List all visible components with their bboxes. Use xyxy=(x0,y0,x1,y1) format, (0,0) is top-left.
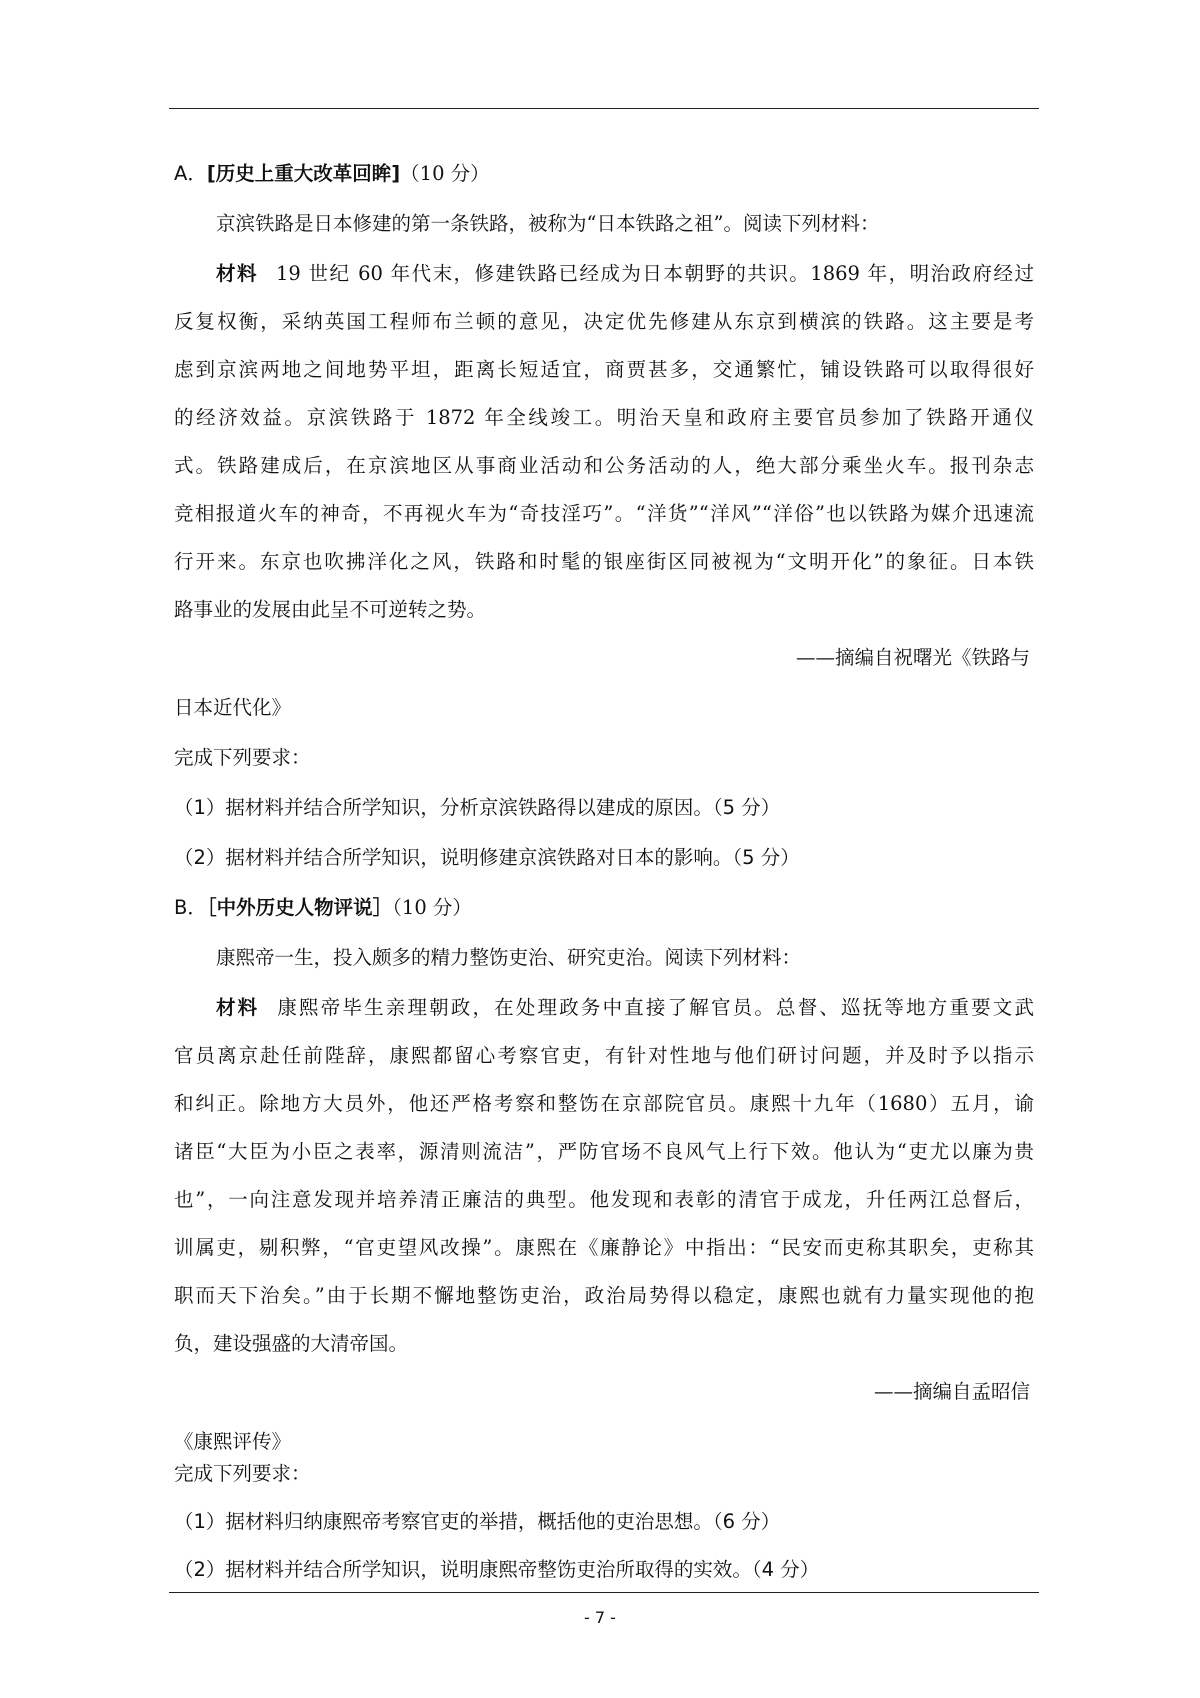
section-b-material-line: 也”，一向注意发现并培养清正廉洁的典型。他发现和表彰的清官于成龙，升任两江总督后， xyxy=(174,1188,1034,1211)
section-a-material-line: 虑到京滨两地之间地势平坦，距离长短适宜，商贾甚多，交通繁忙，铺设铁路可以取得很好 xyxy=(174,358,1034,381)
section-a-heading xyxy=(174,160,490,188)
section-b-material-line: 负，建设强盛的大清帝国。 xyxy=(174,1332,409,1355)
section-a-source: ——摘编自祝曙光《铁路与 xyxy=(795,646,1030,669)
section-a-title: [历史上重大改革回眸] xyxy=(206,162,401,185)
section-a-label: A． xyxy=(174,162,207,185)
section-b-heading xyxy=(174,894,472,922)
section-b-intro: 康熙帝一生，投入颇多的精力整饬吏治、研究吏治。阅读下列材料： xyxy=(216,946,802,969)
section-a-material-text: 19 世纪 60 年代末，修建铁路已经成为日本朝野的共识。1869 年，明治政府经过 xyxy=(275,262,1034,285)
section-b-material-line: 诸臣“大臣为小臣之表率，源清则流洁”，严防官场不良风气上行下效。他认为“吏尤以廉为贵 xyxy=(174,1140,1034,1163)
footer-rule xyxy=(169,1592,1039,1593)
section-b-source: ——摘编自孟昭信 xyxy=(873,1380,1030,1403)
section-b-question-2: （2）据材料并结合所学知识，说明康熙帝整饬吏治所取得的实效。（4 分） xyxy=(174,1558,820,1581)
section-a-source-continued: 日本近代化》 xyxy=(174,696,292,719)
section-a-question-1: （1）据材料并结合所学知识，分析京滨铁路得以建成的原因。（5 分） xyxy=(174,796,781,819)
section-b-material-text: 康熙帝毕生亲理朝政，在处理政务中直接了解官员。总督、巡抚等地方重要文武 xyxy=(277,996,1034,1019)
section-b-material-line xyxy=(216,994,1034,1022)
section-a-material-line xyxy=(216,260,1034,288)
page-number: - 7 - xyxy=(584,1608,616,1627)
section-a-requirements-heading: 完成下列要求： xyxy=(174,746,311,769)
section-b-score: （10 分） xyxy=(392,896,472,919)
section-a-question-2: （2）据材料并结合所学知识，说明修建京滨铁路对日本的影响。（5 分） xyxy=(174,846,800,869)
section-a-material-line: 式。铁路建成后，在京滨地区从事商业活动和公务活动的人，绝大部分乘坐火车。报刊杂志 xyxy=(174,454,1034,477)
section-b-material-line: 职而天下治矣。”由于长期不懈地整饬吏治，政治局势得以稳定，康熙也就有力量实现他的抱 xyxy=(174,1284,1034,1307)
section-a-material-line: 的经济效益。京滨铁路于 1872 年全线竣工。明治天皇和政府主要官员参加了铁路开通仪 xyxy=(174,406,1034,429)
section-b-material-label: 材料 xyxy=(216,996,260,1019)
section-a-material-line: 行开来。东京也吹拂洋化之风，铁路和时髦的银座街区同被视为“文明开化”的象征。日本铁 xyxy=(174,550,1034,573)
section-b-label: B． xyxy=(174,896,207,919)
section-b-material-line: 训属吏，剔积弊，“官吏望风改操”。康熙在《廉静论》中指出：“民安而吏称其职矣，吏称其 xyxy=(174,1236,1034,1259)
section-b-source-continued: 《康熙评传》 xyxy=(174,1430,292,1453)
section-a-intro: 京滨铁路是日本修建的第一条铁路，被称为“日本铁路之祖”。阅读下列材料： xyxy=(216,212,880,235)
section-b-material-line: 和纠正。除地方大员外，他还严格考察和整饬在京部院官员。康熙十九年（1680）五月，谕 xyxy=(174,1092,1034,1115)
section-a-material-line: 竞相报道火车的神奇，不再视火车为“奇技淫巧”。“洋货”“洋风”“洋俗”也以铁路为媒介迅速流 xyxy=(174,502,1034,525)
section-a-material-label: 材料 xyxy=(216,262,258,285)
section-a-material-line: 路事业的发展由此呈不可逆转之势。 xyxy=(174,598,487,621)
section-b-requirements-heading: 完成下列要求： xyxy=(174,1462,311,1485)
section-b-material-line: 官员离京赴任前陛辞，康熙都留心考察官吏，有针对性地与他们研讨问题，并及时予以指示 xyxy=(174,1044,1034,1067)
header-rule xyxy=(169,108,1039,109)
section-a-score: （10 分） xyxy=(400,162,490,185)
section-a-material-line: 反复权衡，采纳英国工程师布兰顿的意见，决定优先修建从东京到横滨的铁路。这主要是考 xyxy=(174,310,1034,333)
section-b-title: ［中外历史人物评说］ xyxy=(206,896,393,919)
section-b-question-1: （1）据材料归纳康熙帝考察官吏的举措，概括他的吏治思想。（6 分） xyxy=(174,1510,781,1533)
